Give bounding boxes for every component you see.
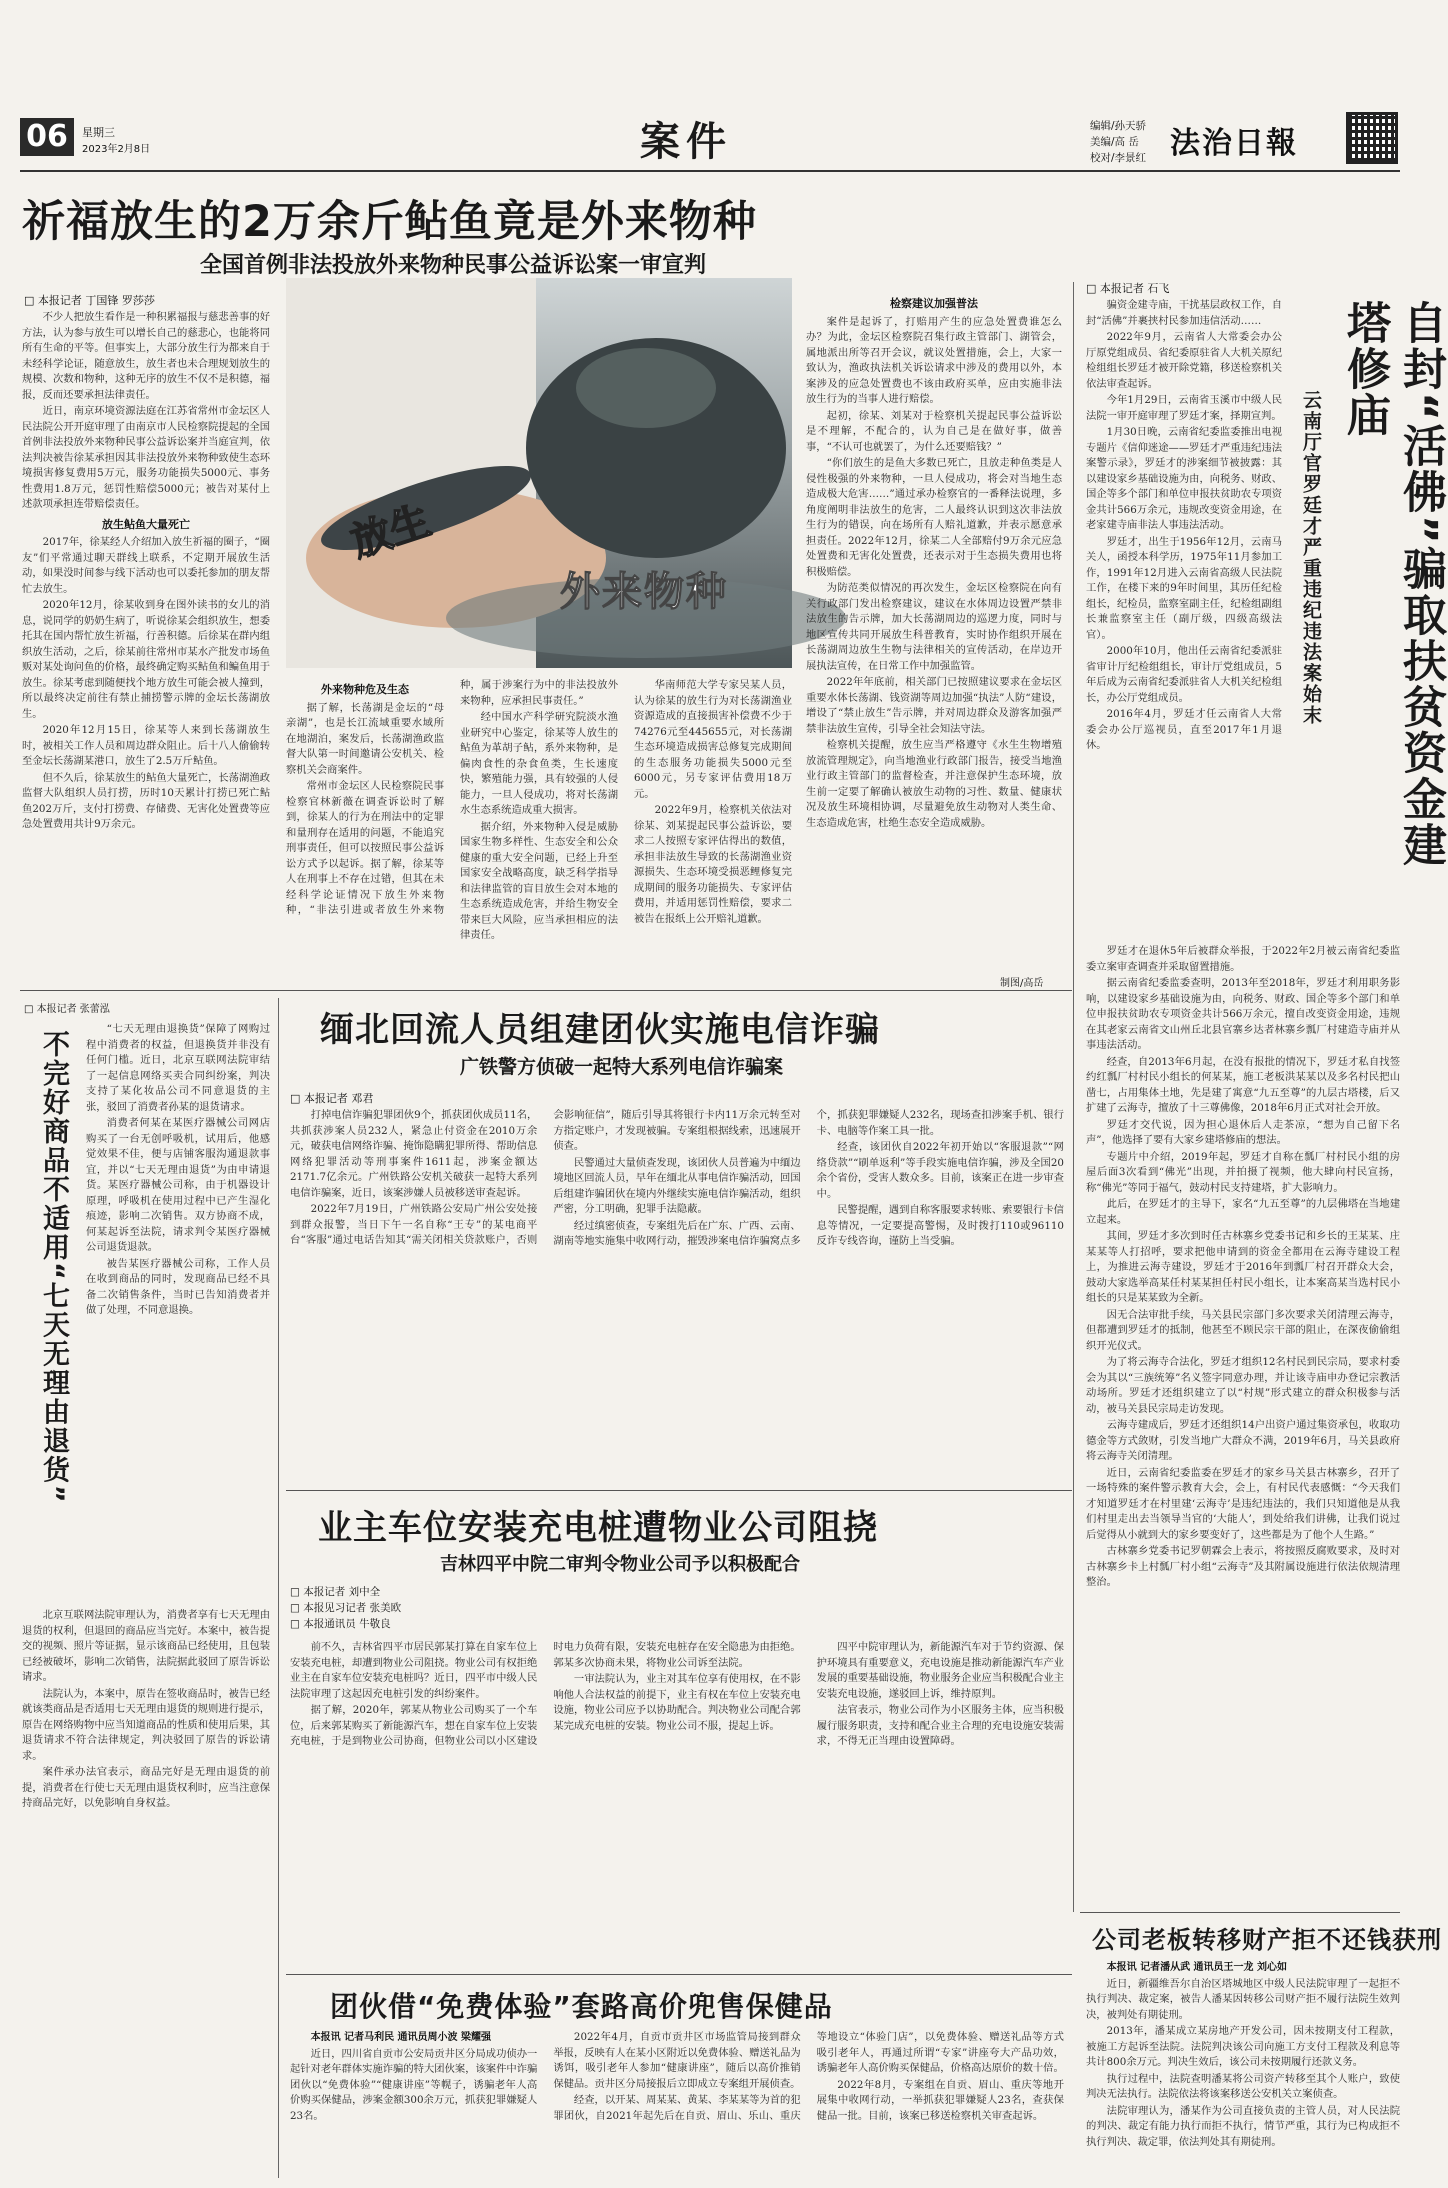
article-1-lower-columns	[286, 678, 792, 983]
paragraph: 1月30日晚，云南省纪委监委推出电视专题片《信仰迷途——罗廷才严重违纪违法案警示录》，罗廷才的涉案细节被披露：其以建设家乡基础设施为由，向税务、财政、国企等多个部门和单位申报扶贫助农专项资金共计566万余元，违规改变资金用途，在老家建寺庙非法人事违法活动。	[1086, 426, 1282, 531]
paragraph: 据云南省纪委监委查明，2013年至2018年，罗廷才利用职务影响，以建设家乡基础设施为由，向税务、财政、国企等多个部门和单位申报扶贫助农专项资金共计566万余元，擅自改变资金用途，违规在其老家云南省文山州丘北县官寨乡达者林寨乡瓢厂村建造寺庙并从事违法活动。	[1086, 977, 1400, 1051]
paragraph: 法院认为，本案中，原告在签收商品时，被告已经就该类商品是否适用七天无理由退货的规则进行提示，原告在网络购物中应当知道商品的性质和使用后果，其退货请求不符合法律规定，判决驳回了原告的诉讼请求。	[22, 1687, 270, 1762]
paragraph: 此后，在罗廷才的主导下，家名“九五至尊”的九层佛塔在当地建立起来。	[1086, 1198, 1400, 1226]
paragraph: 民警提醒，遇到自称客服要求转账、索要银行卡信息等情况，一定要提高警惕，及时拨打110或96110反诈专线咨询，谨防上当受骗。	[816, 1204, 1064, 1247]
paragraph: 因无合法审批手续，马关县民宗部门多次要求关闭清理云海寺，但都遭到罗廷才的抵制，他甚至不顾民宗干部的阻止，在深夜偷偷组织开光仪式。	[1086, 1308, 1400, 1352]
paragraph: 据了解，2020年，郭某从物业公司购买了一个车位，后来郭某购买了新能源汽车，想在自家车位上安装充电桩，于是到物业公司协商，但物业公司以小区建设时电力负荷有限，安装充电桩存在安全隐患为由拒绝。郭某多次协商未果，将物业公司诉至法院。	[290, 1641, 801, 1747]
paragraph: 古林寨乡党委书记罗朝霖会上表示，将按照反腐败要求，及时对古林寨乡卡上村瓢厂村小组“云海寺”及其附属设施进行依法依规清理整治。	[1086, 1545, 1400, 1588]
article-2-lower-column	[1086, 944, 1400, 1910]
article-1-deck: 全国首例非法投放外来物种民事公益诉讼案一审宣判	[200, 253, 707, 278]
article-2-byline: □ 本报记者 石飞	[1086, 282, 1170, 295]
paragraph: 执行过程中，法院查明潘某将公司资产转移至其个人账户，致使判决无法执行。法院依法将该案移送公安机关立案侦查。	[1086, 2072, 1400, 2100]
paragraph: 经查，该团伙自2022年初开始以“客服退款”“网络贷款”“刷单返利”等手段实施电信诈骗，涉及全国20余个省份，受害人数众多。目前，该案正在进一步审查中。	[816, 1141, 1064, 1200]
article-3-byline: □ 本报记者 张蕾泓	[24, 1004, 110, 1015]
column-rule	[1073, 282, 1074, 1912]
paragraph: 被告某医疗器械公司称，工作人员在收到商品的同时，发现商品已经不具备二次销售条件，当时已告知消费者并做了处理，不同意退换。	[86, 1257, 270, 1316]
qr-code	[1346, 112, 1398, 164]
article-2-headline: 自封“活佛”骗取扶贫资金建塔修庙	[1339, 300, 1446, 868]
article-5-deck: 吉林四平中院二审判令物业公司予以积极配合	[440, 1554, 800, 1575]
page-number-box	[20, 118, 74, 156]
article-1-byline: □ 本报记者 丁国锋 罗莎莎	[24, 294, 155, 307]
subheading: 外来物种危及生态	[321, 683, 409, 696]
issue-date: 2023年2月8日	[82, 144, 151, 155]
article-4-headline: 缅北回流人员组建团伙实施电信诈骗	[320, 1010, 880, 1050]
paragraph: “你们放生的是鱼大多数已死亡，且放走种鱼类是人侵性极强的外来物种，一旦人侵成功，将会对当地生态造成极大危害……”通过承办检察官的一番释法说理，多角度阐明非法放生的危害，二人最终认识到这次非法放生行为的错误，向在场所有人赔礼道歉，并表示愿意承担责任。2022年12月，徐某二人全部赔付9万余元应急处置费和无害化处置费，还表示对于生态损失费用也将积极赔偿。	[806, 457, 1062, 578]
paragraph: 今年1月29日，云南省玉溪市中级人民法院一审开庭审理了罗廷才案，择期宣判。	[1086, 394, 1282, 422]
article-5-bylines	[290, 1584, 401, 1632]
article-6-headline: 团伙借“免费体验”套路高价兜售保健品	[330, 1990, 833, 2023]
paragraph: 2022年4月，自贡市贡井区市场监管局接到群众举报，反映有人在某小区附近以免费体验、赠送礼品为诱饵，吸引老年人参加“健康讲座”，随后以高价推销保健品。贡井区分局接报后立即成立专案组开展侦查。	[553, 2031, 801, 2090]
paragraph: 经过缜密侦查，专案组先后在广东、广西、云南、湖南等地实施集中收网行动，摧毁涉案电信诈骗窝点多个，抓获犯罪嫌疑人232名，现场查扣涉案手机、银行卡、电脑等作案工具一批。	[553, 1109, 1064, 1247]
paragraph: 罗廷才交代说，因为担心退休后人走茶凉，“想为自己留下名声”，他选择了要有大家乡建塔修庙的想法。	[1086, 1118, 1400, 1146]
paragraph: 罗廷才在退休5年后被群众举报，于2022年2月被云南省纪委监委立案审查调查并采取留置措施。	[1086, 945, 1400, 973]
paragraph: 2013年，潘某成立某房地产开发公司，因未按期支付工程款，被施工方起诉至法院。法院判决该公司向施工方支付工程款及利息等共计800余万元。判决生效后，该公司未按期履行还款义务。	[1086, 2025, 1400, 2068]
paragraph: 一审法院认为，业主对其车位享有使用权，在不影响他人合法权益的前提下，业主有权在车位上安装充电设施，物业公司应予以协助配合。判决物业公司配合郭某完成充电桩的安装。物业公司不服，提起上诉。	[553, 1673, 801, 1732]
photo-caption-alien-species: 外来物种	[560, 569, 728, 615]
column-rule	[278, 998, 279, 2178]
paragraph: 云海寺建成后，罗廷才还组织14户出资户通过集资承包，收取功德金等方式敛财，引发当地广大群众不满，2019年6月，马关县政府将云海寺关闭清理。	[1086, 1419, 1400, 1462]
paragraph: 常州市金坛区人民检察院民事检察官林新薇在调查诉讼时了解到，徐某人的行为在刑法中的定罪和量刑存在适用的问题，不能追究刑事责任，但可以按照民事公益诉讼方式予以起诉。据了解，徐某等人在刑事上不存在过错，但其在未经科学论证情况下放生外来物种，“非法引进或者放生外来物种，属于涉案行为中的非法投放外来物种，应承担民事责任。”	[286, 679, 618, 916]
paragraph: 起初，徐某、刘某对于检察机关提起民事公益诉讼是不理解，不配合的，认为自己是在做好事，做善事，“不认可也就罢了，为什么还要赔钱？”	[806, 409, 1062, 453]
editor-line: 编辑/孙天骄	[1090, 120, 1147, 132]
paper-logo: 法治日報	[1170, 126, 1298, 161]
section-rule	[286, 1490, 1072, 1491]
paragraph: 2022年7月19日，广州铁路公安局广州公安处接到群众报警，当日下午一名自称“王专”的某电商平台“客服”通过电话告知其“需关闭相关贷款账户，否则会影响征信”，随后引导其将银行卡内11万余元转至对方指定账户，才发现被骗。专案组根据线索，迅速展开侦查。	[290, 1109, 801, 1246]
paragraph: 检察机关提醒，放生应当严格遵守《水生生物增殖放流管理规定》，向当地渔业行政部门报告，接受当地渔业行政主管部门的监督检查，并注意保护生态环境，放生前一定要了解确认被放生动物的习性、数量、健康状况及放生环境相协调，尽量避免放生动物对人类生命、生态造成危害，杜绝生态安全造成威胁。	[806, 739, 1062, 829]
paragraph: 2017年，徐某经人介绍加入放生祈福的圈子，“圈友”们平常通过聊天群线上联系，不定期开展放生活动，如果没时间参与线下活动也可以委托参加的朋友帮忙去放生。	[22, 536, 270, 595]
issue-weekday: 星期三	[82, 126, 115, 139]
paragraph: 2020年12月，徐某收到身在图外读书的女儿的消息，说同学的奶奶生病了，听说徐某会组织放生，想委托其在国内帮忙放生祈福，行善积德。后徐某在群内组织放生活动，之后，徐某前往常州市某水产批发市场鱼贩对某处询问鱼的价格，最终确定购买鲇鱼和鳊鱼用于放生。徐某考虑到随便找个地方放生可能会被人撞到，所以最终决定前往有禁止捕捞警示牌的金坛长荡湖放生。	[22, 599, 270, 720]
section-rule	[286, 1974, 1072, 1975]
paragraph: 前不久，吉林省四平市居民郭某打算在自家车位上安装充电桩，却遭到物业公司阻挠。物业公司有权拒绝业主在自家车位安装充电桩吗？近日，四平市中级人民法院审理了这起因充电桩引发的纠纷案件。	[290, 1641, 538, 1700]
paragraph: 案件承办法官表示，商品完好是无理由退货的前提，消费者在行使七天无理由退货权利时，应当注意保持商品完好，以免影响自身权益。	[22, 1766, 270, 1809]
subheading: 检察建议加强普法	[890, 297, 978, 310]
paragraph: 法官表示，物业公司作为小区服务主体，应当积极履行服务职责，支持和配合业主合理的充电设施安装需求，不得无正当理由设置障碍。	[816, 1704, 1064, 1747]
article-6-body	[290, 2030, 1064, 2180]
paragraph: 2022年9月，检察机关依法对徐某、刘某提起民事公益诉讼，要求二人按照专家评估得出的数值，承担非法放生导致的长荡湖渔业资源损失、生态环境受损恶鲤修复完成期间的服务功能损失、专家评估费用，并适用惩罚性赔偿，要求二被告在报纸上公开赔礼道歉。	[634, 804, 792, 925]
paragraph: 经查，自2013年6月起，在没有报批的情况下，罗廷才私自找签约红瓢厂村村民小组长的何某某，施工老板洪某某以及多名村民把山凿七，占用集体土地，先是建了寓意“九五至尊”的九层古塔楼，后又扩建了云海寺，擅放了十三尊佛像，2018年6月正式对社会开放。	[1086, 1055, 1400, 1114]
section-rule	[1080, 1912, 1400, 1913]
paragraph: 案件是起诉了，打赔用产生的应急处置费谁怎么办？为此，金坛区检察院召集行政主管部门、湖管会，属地派出所等召开会议，就议处置措施，会上，大家一致认为，渔政执法机关诉讼请求中涉及的费用以外，本案涉及的应急处置费也不该由政府买单，应由实施非法放生行为的当事人进行赔偿。	[806, 315, 1062, 405]
paragraph: 据了解，长荡湖是金坛的“母亲湖”，也是长江流域重要水域所在地湖泊，案发后，长荡湖渔政监督大队第一时间邀请公安机关、检察机关会商案件。	[286, 701, 444, 776]
article-1-right-column	[806, 292, 1062, 972]
article-1-headline: 祈福放生的2万余斤鲇鱼竟是外来物种	[22, 197, 757, 247]
article-2-top-column	[1086, 298, 1282, 938]
paragraph: 罗廷才，出生于1956年12月，云南马关人，函授本科学历，1975年11月参加工作，1991年12月进入云南省高级人民法院工作，在楼下来的9年时间里，其历任纪检组长，纪检员，监察室副主任，纪检组副组长兼监察室主任（副厅级，四级高级法官）。	[1086, 535, 1282, 641]
paragraph: 2022年9月，云南省人大常委会办公厅原党组成员、省纪委原驻省人大机关原纪检组组长罗廷才被开除党籍，移送检察机关依法审查起诉。	[1086, 331, 1282, 390]
article-5-body	[290, 1640, 1064, 1970]
paragraph: 四平中院审理认为，新能源汽车对于节约资源、保护环境具有重要意义，充电设施是推动新能源汽车产业发展的重要基础设施，物业服务企业应当积极配合业主安装充电设施，遂驳回上诉，维持原判。	[816, 1641, 1064, 1700]
photo-caption-release: 放生	[345, 497, 437, 567]
page-number: 06	[26, 119, 68, 154]
paragraph: 骗资金建寺庙，干扰基层政权工作，自封“活佛”并裹挟村民参加违信活动……	[1086, 299, 1282, 327]
article-5-headline: 业主车位安装充电桩遭物业公司阻挠	[318, 1508, 878, 1548]
paragraph: 近日，云南省纪委监委在罗廷才的家乡马关县古林寨乡，召开了一场特殊的案件警示教育大会，会上，有村民代表感慨：“今天我们才知道罗廷才在村里建‘云海寺’是违纪违法的，我们只知道他是从我们村里走出去当领导当官的‘大能人’，到处给我们讲佛，让我们说过后觉得从小就到大的家乡要变好了，这些都是为了他个人生路。”	[1086, 1466, 1400, 1541]
article-4-body	[290, 1108, 1064, 1484]
editor-credits	[1090, 118, 1146, 166]
paragraph: 其间，罗廷才多次到时任古林寨乡党委书记和乡长的王某某、庄某某等人打招呼，要求把他申请到的资金全都用在云海寺建设工程上，为推进云海寺建设，罗廷才于2016年到瓢厂村召开群众大会，鼓动大家选举高某任村某某担任村民小组长，让本案高某当选村民小组长的只是某某致为全新。	[1086, 1230, 1400, 1304]
byline-line: □ 本报见习记者 张美欧	[290, 1602, 402, 1614]
paragraph: 消费者何某在某医疗器械公司网店购买了一台无创呼吸机，试用后，他感觉效果不佳，便与店铺客服沟通退款事宜，并以“七天无理由退货”为由申请退货。某医疗器械公司称，由于机器设计原理，呼吸机在使用过程中已产生湿化痕迹，影响二次销售。双方协商不成，何某起诉至法院，请求判令某医疗器械公司退货退款。	[86, 1117, 270, 1253]
paragraph: 据介绍，外来物种入侵是威胁国家生物多样性、生态安全和公众健康的重大安全问题，已经上升至国家安全战略高度，缺乏科学指导和法律监管的盲目放生会对本地的生态系统造成危害，并给生物安全带来巨大风险，应当承担相应的法律责任。	[460, 820, 618, 941]
paragraph: 近日，新疆维吾尔自治区塔城地区中级人民法院审理了一起拒不执行判决、裁定案，被告人潘某因转移公司财产拒不履行法院生效判决，被判处有期徒刑。	[1086, 1977, 1400, 2021]
paragraph: 民警通过大量侦查发现，该团伙人员普遍为中缅边境地区回流人员，早年在缅北从事电信诈骗活动，回国后组建诈骗团伙在境内外继续实施电信诈骗活动，组织严密，分工明确，犯罪手法隐蔽。	[553, 1156, 801, 1215]
paragraph: 近日，南京环境资源法庭在江苏省常州市金坛区人民法院公开开庭审理了由南京市人民检察院提起的全国首例非法投放外来物种民事公益诉讼案并当庭宣判，依法判决被告徐某承担因其非法投放外来物种致使生态环境损害修复费用5万元，服务功能损失5000元、事务性费用1.8万元，惩罚性赔偿5000元；被告对某付上述款项承担连带赔偿责任。	[22, 405, 270, 510]
designer-line: 美编/高 岳	[1090, 136, 1139, 148]
paragraph: 打掉电信诈骗犯罪团伙9个，抓获团伙成员11名，共抓获涉案人员232人，紧急止付资金在2010万余元，破获电信网络诈骗、掩饰隐瞒犯罪所得、帮助信息网络犯罪活动等刑事案件1611起，涉案金额达2171.7亿余元。广州铁路公安机关破获一起特大系列电信诈骗案，近日，该案涉嫌人员被移送审查起诉。	[290, 1109, 538, 1199]
byline-line: □ 本报记者 刘中全	[290, 1586, 381, 1598]
article-4-deck: 广铁警方侦破一起特大系列电信诈骗案	[460, 1056, 784, 1078]
article-3-top-column	[86, 1022, 270, 1602]
byline-line: □ 本报通讯员 牛敬良	[290, 1618, 391, 1630]
paragraph: 为了将云海寺合法化，罗廷才组织12名村民到民宗局，要求村委会为其以“三族统筹”名义签字同意办理，并让该寺庙申办登记宗教活动场所。罗廷才还组织建立了以“村规”形式建立的群众积极参与活动，被马关县民宗局走访发现。	[1086, 1356, 1400, 1415]
paragraph: 北京互联网法院审理认为，消费者享有七天无理由退货的权利，但退回的商品应当完好。本案中，被告提交的视频、照片等证据，显示该商品已经使用，且包装已经被破坏，影响二次销售，法院据此驳回了原告诉讼请求。	[22, 1609, 270, 1683]
article-7-body	[1086, 1960, 1400, 2180]
paragraph: 经中国水产科学研究院淡水渔业研究中心鉴定，徐某等人放生的鲇鱼为革胡子鲇，系外来物种，是偏肉食性的杂食鱼类，生长速度快，繁殖能力强，具有较强的人侵能力，一旦人侵成功，将对长荡湖水生态系统造成重大损害。	[460, 711, 618, 816]
paragraph: 2022年年底前，相关部门已按照建议要求在金坛区重要水体长荡湖、钱资湖等周边加强“执法”人防“建设，增设了“禁止放生”告示牌，并对周边群众及游客加强严禁非法放生宣传，引导全社会知法守法。	[806, 676, 1062, 735]
paragraph: 2000年10月，他出任云南省纪委派驻省审计厅纪检组组长，审计厅党组成员，5年后成为云南省纪委派驻省人大机关纪检组长，办公厅党组成员。	[1086, 645, 1282, 704]
paragraph: 经查，以开某、周某某、黄某、李某某等为首的犯罪团伙，自2021年起先后在自贡、眉山、乐山、重庆等地设立“体验门店”，以免费体验、赠送礼品等方式吸引老年人，再通过所谓“专家”讲座夸大产品功效，诱骗老年人高价购买保健品，价格高达原价的数十倍。	[553, 2031, 1064, 2122]
paragraph: 华南师范大学专家吴某人员，认为徐某的放生行为对长荡湖渔业资源造成的直接损害补偿费不少于74276元至445655元，对长荡湖生态环境造成损害总修复完成期间的生态服务功能损失5000元至6000元，另专家评估费用18万元。	[634, 679, 792, 800]
paragraph: 2016年4月，罗廷才任云南省人大常委会办公厅巡视员，直至2017年1月退休。	[1086, 708, 1282, 751]
proofreader-line: 校对/李景红	[1090, 152, 1147, 164]
article-6-byline: 本报讯 记者马利民 通讯员周小波 梁耀强	[310, 2032, 492, 2043]
paragraph: 不少人把放生看作是一种积累福报与慈悲善事的好方法，认为参与放生可以增长自己的慈悲心，也能将同所有生命的平等。但事实上，大部分放生行为都来自于未经科学论证，随意放生，放生者也未合理规划放生的规模、次数和物种，这种无序的放生不仅不是积德，福报，反而还要承担法律责任。	[22, 311, 270, 401]
graphic-credit: 制图/高岳	[1000, 978, 1044, 989]
subheading: 放生鲇鱼大量死亡	[102, 517, 190, 531]
paragraph: 专题片中介绍，2019年起，罗廷才自称在瓢厂村村民小组的房屋后面3次看到“佛光”出现，并拍摄了视频，他大肆向村民宣扬，称“佛光”等同于福气，鼓动村民支持建塔，扩大影响力。	[1086, 1150, 1400, 1194]
article-3-headline: 不完好商品不适用“七天无理由退货”	[38, 1030, 69, 1505]
article-4-byline: □ 本报记者 邓君	[290, 1092, 374, 1105]
masthead-rule	[20, 170, 1400, 172]
section-rule	[20, 990, 1072, 991]
paragraph: 2022年8月，专案组在自贡、眉山、重庆等地开展集中收网行动，一举抓获犯罪嫌疑人23名，查获保健品一批。目前，该案已移送检察机关审查起诉。	[816, 2078, 1064, 2122]
article-2-deck: 云南厅官罗廷才严重违纪违法案始末	[1300, 390, 1322, 726]
section-title: 案件	[640, 119, 732, 165]
paragraph: 但不久后，徐某放生的鲇鱼大量死亡，长荡湖渔政监督大队组织人员打捞，历时10天累计打捞已死亡鲇鱼202万斤，支付打捞费、存储费、无害化处置费等应急处置费用共计9万余元。	[22, 771, 270, 830]
article-1-lead-column	[22, 310, 270, 986]
paragraph: 法院审理认为，潘某作为公司直接负责的主管人员，对人民法院的判决、裁定有能力执行而拒不执行，情节严重，其行为已构成拒不执行判决、裁定罪，依法判处其有期徒刑。	[1086, 2104, 1400, 2148]
article-3-lower-column	[22, 1608, 270, 2180]
article-7-byline: 本报讯 记者潘从武 通讯员王一龙 刘心如	[1106, 1962, 1288, 1973]
article-7-headline: 公司老板转移财产拒不还钱获刑	[1092, 1926, 1442, 1954]
paragraph: 近日，四川省自贡市公安局贡井区分局成功侦办一起针对老年群体实施诈骗的特大团伙案，该案件中诈骗团伙以“免费体验”“健康讲座”等幌子，诱骗老年人高价购买保健品，涉案金额300余万元，抓获犯罪嫌疑人23名。	[290, 2047, 538, 2122]
paragraph: 为防范类似情况的再次发生，金坛区检察院在向有关行政部门发出检察建议，建议在水体周边设置严禁非法放生的告示牌，加大长荡湖周边的巡逻力度，同时与地区宣传共同开展放生科普教育，实时协作组织开展在长荡湖周边放生生物与法律相关的宣传活动，在岸边开展执法宣传，在日常工作中加强监管。	[806, 582, 1062, 672]
paragraph: “七天无理由退换货”保障了网购过程中消费者的权益，但退换货并非没有任何门槛。近日，北京互联网法院审结了一起信息网络买卖合同纠纷案，判决支持了某化妆品公司不同意退货的主张，驳回了消费者孙某的退货请求。	[86, 1023, 270, 1113]
paragraph: 2020年12月15日，徐某等人来到长荡湖放生时，被相关工作人员和周边群众阻止。后十八人偷偷转至金坛长荡湖某港口，放生了2.5万斤鲇鱼。	[22, 724, 270, 767]
